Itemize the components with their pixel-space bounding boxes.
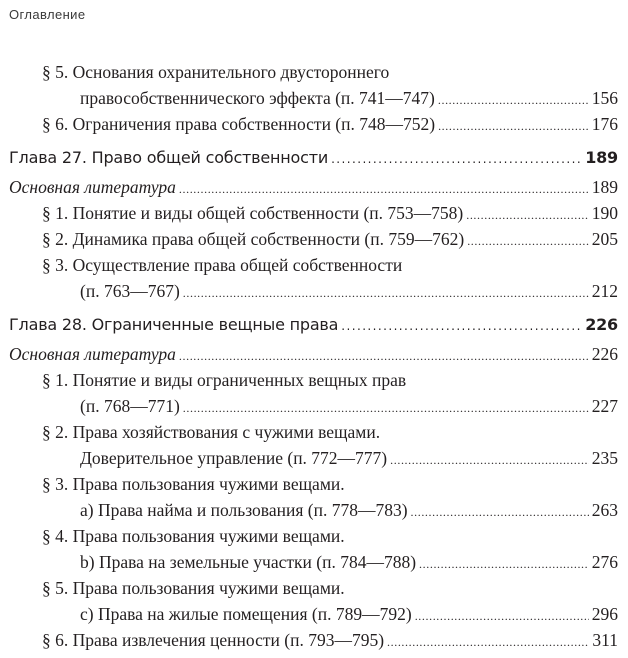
- toc-entry-title: b) Права на земельные участки (п. 784—788): [80, 552, 417, 572]
- toc-entry-section-5-first-line: [0, 60, 628, 84]
- page-number: 176: [591, 114, 618, 134]
- dot-leader: [411, 500, 589, 524]
- page-number: 235: [591, 448, 618, 468]
- page-number: 276: [591, 552, 618, 572]
- toc-line: § 2. Права хозяйствования с чужими вещами.: [42, 422, 381, 442]
- dot-leader: [387, 630, 589, 654]
- toc-line: [9, 146, 618, 171]
- page-number: 226: [591, 344, 618, 364]
- toc-entry-section-4[interactable]: [0, 550, 628, 574]
- toc-entry-main-literature[interactable]: [0, 175, 628, 199]
- toc-entry-section-2[interactable]: [0, 446, 628, 470]
- toc-entry-title: Основная литература: [9, 344, 176, 364]
- toc-entry-main-literature[interactable]: [0, 342, 628, 366]
- page-number: 156: [591, 88, 618, 108]
- toc-line: [9, 313, 618, 338]
- toc-chapter-27[interactable]: [0, 146, 628, 170]
- toc-entry-section-5[interactable]: [0, 602, 628, 626]
- toc-line: § 3. Осуществление права общей собственности: [42, 255, 403, 275]
- toc-line: [80, 279, 618, 305]
- toc-line: § 1. Понятие и виды ограниченных вещных прав: [42, 370, 407, 390]
- dot-leader: [438, 114, 589, 138]
- toc-entry-title: (п. 763—767): [80, 281, 180, 301]
- toc-entry-section-2[interactable]: [0, 227, 628, 251]
- toc-line: [42, 112, 618, 138]
- toc-entry-section-1[interactable]: [0, 394, 628, 418]
- toc-line: [80, 394, 618, 420]
- toc-entry-title: с) Права на жилые помещения (п. 789—792): [80, 604, 412, 624]
- dot-leader: [183, 281, 589, 305]
- page-number: 189: [591, 177, 618, 197]
- toc-line: [80, 446, 618, 472]
- toc-entry-title: § 6. Права извлечения ценности (п. 793—795): [42, 630, 385, 650]
- toc-line: § 3. Права пользования чужими вещами.: [42, 474, 345, 494]
- toc-line: § 5. Права пользования чужими вещами.: [42, 578, 345, 598]
- toc-entry-title: § 1. Понятие и виды общей собственности (п. 753—758): [42, 203, 464, 223]
- toc-entry-title: а) Права найма и пользования (п. 778—783): [80, 500, 408, 520]
- toc-line: [42, 201, 618, 227]
- toc-line: [80, 550, 618, 576]
- page-number: 212: [591, 281, 618, 301]
- toc-entry-title: § 2. Динамика права общей собственности (п. 759—762): [42, 229, 465, 249]
- toc-entry-section-3-first-line: [0, 253, 628, 277]
- page-number: 296: [591, 604, 618, 624]
- dot-leader: [419, 552, 589, 576]
- page-number: 205: [591, 229, 618, 249]
- chapter-title: Глава 27. Право общей собственности: [9, 148, 329, 167]
- toc-entry-section-3-first-line: [0, 472, 628, 496]
- dot-leader: [331, 147, 582, 171]
- toc-entry-title: (п. 768—771): [80, 396, 180, 416]
- toc-line: [80, 86, 618, 112]
- toc-entry-section-5[interactable]: [0, 86, 628, 110]
- toc-line: [9, 342, 618, 368]
- dot-leader: [467, 229, 589, 253]
- toc-entry-section-4-first-line: [0, 524, 628, 548]
- toc-line: [9, 175, 618, 201]
- toc-entry-section-1[interactable]: [0, 201, 628, 225]
- toc-entry-title: Основная литература: [9, 177, 176, 197]
- toc-line: [42, 628, 618, 654]
- dot-leader: [179, 177, 589, 201]
- toc-entry-title: правособственнического эффекта (п. 741—747): [80, 88, 435, 108]
- dot-leader: [183, 396, 589, 420]
- dot-leader: [390, 448, 589, 472]
- dot-leader: [415, 604, 589, 628]
- toc-line: [80, 602, 618, 628]
- page-number: 227: [591, 396, 618, 416]
- dot-leader: [341, 314, 582, 338]
- toc-line: § 5. Основания охранительного двустороннего: [42, 62, 390, 82]
- toc-entry-section-1-first-line: [0, 368, 628, 392]
- toc-line: [80, 498, 618, 524]
- page-number: 226: [585, 315, 618, 334]
- toc-entry-section-5-first-line: [0, 576, 628, 600]
- dot-leader: [438, 88, 589, 112]
- toc-chapter-28[interactable]: [0, 313, 628, 337]
- toc-line: § 4. Права пользования чужими вещами.: [42, 526, 345, 546]
- toc-line: [42, 227, 618, 253]
- dot-leader: [179, 344, 589, 368]
- dot-leader: [466, 203, 589, 227]
- running-head: Оглавление: [9, 7, 86, 22]
- page-number: 189: [585, 148, 618, 167]
- page-number: 311: [592, 630, 618, 650]
- toc-entry-section-2-first-line: [0, 420, 628, 444]
- toc-entry-section-6[interactable]: [0, 112, 628, 136]
- page-number: 263: [591, 500, 618, 520]
- toc-entry-section-3[interactable]: [0, 279, 628, 303]
- toc-entry-title: § 6. Ограничения права собственности (п. 748—752): [42, 114, 436, 134]
- chapter-title: Глава 28. Ограниченные вещные права: [9, 315, 339, 334]
- toc-entry-title: Доверительное управление (п. 772—777): [80, 448, 388, 468]
- toc-entry-section-6[interactable]: [0, 628, 628, 652]
- page-number: 190: [591, 203, 618, 223]
- toc-entry-section-3[interactable]: [0, 498, 628, 522]
